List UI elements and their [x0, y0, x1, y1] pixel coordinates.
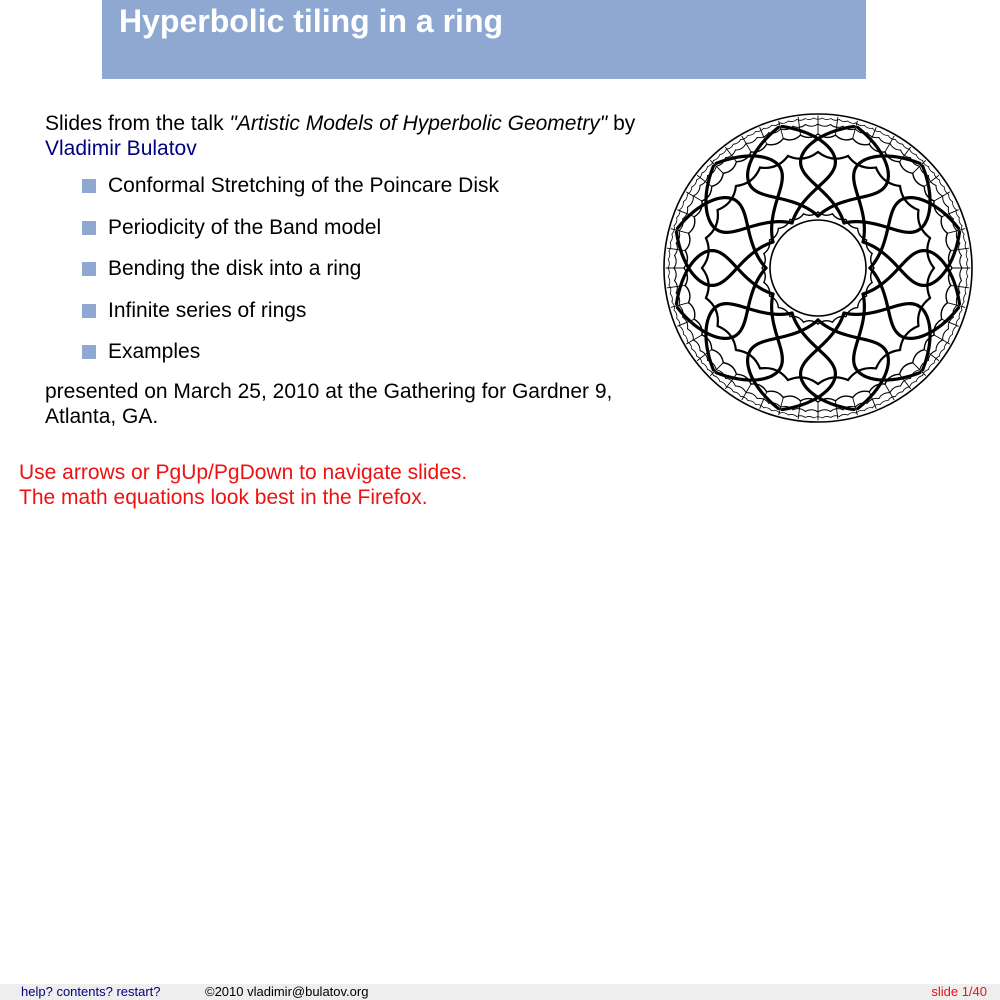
- list-item: [80, 255, 640, 297]
- list-item-label: Periodicity of the Band model: [108, 215, 382, 239]
- list-item: [80, 214, 640, 256]
- list-item-label: Conformal Stretching of the Poincare Disk: [108, 174, 500, 197]
- presented-text: presented on March 25, 2010 at the Gathering for Gardner 9, Atlanta, GA.: [45, 380, 613, 428]
- square-bullet-icon: [82, 179, 96, 193]
- contents-link[interactable]: contents?: [56, 984, 113, 999]
- list-item-label: Infinite series of rings: [108, 298, 307, 322]
- copyright-text: ©2010 vladimir@bulatov.org: [205, 984, 369, 999]
- list-item-label: Examples: [108, 340, 201, 363]
- notice-line-2: The math equations look best in the Firefox.: [19, 486, 428, 509]
- intro-text: [45, 111, 645, 161]
- list-item: [80, 172, 640, 214]
- author-link[interactable]: Vladimir Bulatov: [45, 137, 197, 160]
- square-bullet-icon: [82, 304, 96, 318]
- list-item-label: Bending the disk into a ring: [108, 257, 362, 280]
- help-link[interactable]: help?: [21, 984, 53, 999]
- slide-counter: slide 1/40: [931, 984, 987, 999]
- navigation-notice: [19, 460, 619, 510]
- square-bullet-icon: [82, 345, 96, 359]
- list-item: [80, 297, 640, 339]
- restart-link[interactable]: restart?: [116, 984, 161, 999]
- topic-list: [80, 172, 640, 380]
- footer-links: [21, 984, 161, 1000]
- footer-bar: [0, 984, 1000, 1000]
- list-item: [80, 338, 640, 380]
- notice-line-1: Use arrows or PgUp/PgDown to navigate slides.: [19, 461, 468, 484]
- slide-title: Hyperbolic tiling in a ring: [119, 3, 504, 39]
- talk-title: "Artistic Models of Hyperbolic Geometry": [229, 112, 608, 135]
- title-bar: [102, 0, 866, 79]
- square-bullet-icon: [82, 262, 96, 276]
- intro-prefix: Slides from the talk: [45, 112, 230, 135]
- hyperbolic-ring-tiling-image: [660, 110, 976, 426]
- square-bullet-icon: [82, 221, 96, 235]
- intro-by: by: [607, 112, 636, 135]
